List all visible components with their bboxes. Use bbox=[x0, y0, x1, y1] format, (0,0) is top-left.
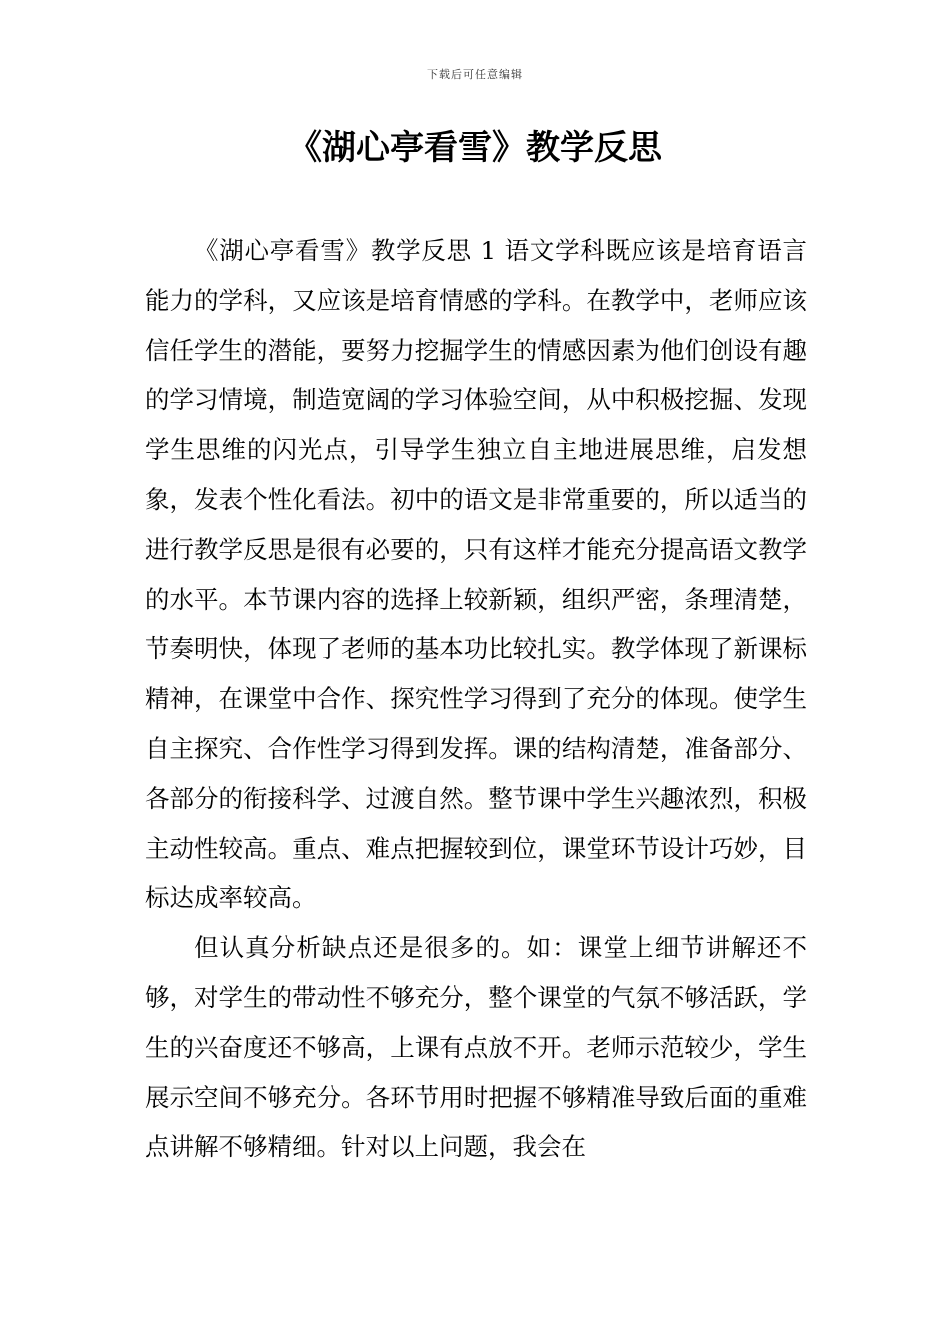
paragraph-1: 《湖心亭看雪》教学反思 1 语文学科既应该是培育语言能力的学科，又应该是培育情感的学科。在教学中，老师应该信任学生的潜能，要努力挖掘学生的情感因素为他们创设有趣的学习情境，制造宽阔的学习体验空间，从中积极挖掘、发现学生思维的闪光点，引导学生独立自主地进展思维，启发想象，发表个性化看法。初中的语文是非常重要的，所以适当的进行教学反思是很有必要的，只有这样才能充分提高语文教学的水平。本节课内容的选择上较新颖，组织严密，条理清楚，节奏明快，体现了老师的基本功比较扎实。教学体现了新课标精神，在课堂中合作、探究性学习得到了充分的体现。使学生自主探究、合作性学习得到发挥。课的结构清楚，准备部分、各部分的衔接科学、过渡自然。整节课中学生兴趣浓烈，积极主动性较高。重点、难点把握较到位，课堂环节设计巧妙，目标达成率较高。 bbox=[145, 236, 807, 913]
header-note: 下载后可任意编辑 bbox=[427, 68, 523, 81]
document-title: 《湖心亭看雪》教学反思 bbox=[288, 128, 662, 168]
document-body bbox=[145, 226, 807, 1172]
paragraph-2: 但认真分析缺点还是很多的。如：课堂上细节讲解还不够，对学生的带动性不够充分，整个课堂的气氛不够活跃，学生的兴奋度还不够高，上课有点放不开。老师示范较少，学生展示空间不够充分。各环节用时把握不够精准导致后面的重难点讲解不够精细。针对以上问题，我会在 bbox=[145, 933, 807, 1162]
